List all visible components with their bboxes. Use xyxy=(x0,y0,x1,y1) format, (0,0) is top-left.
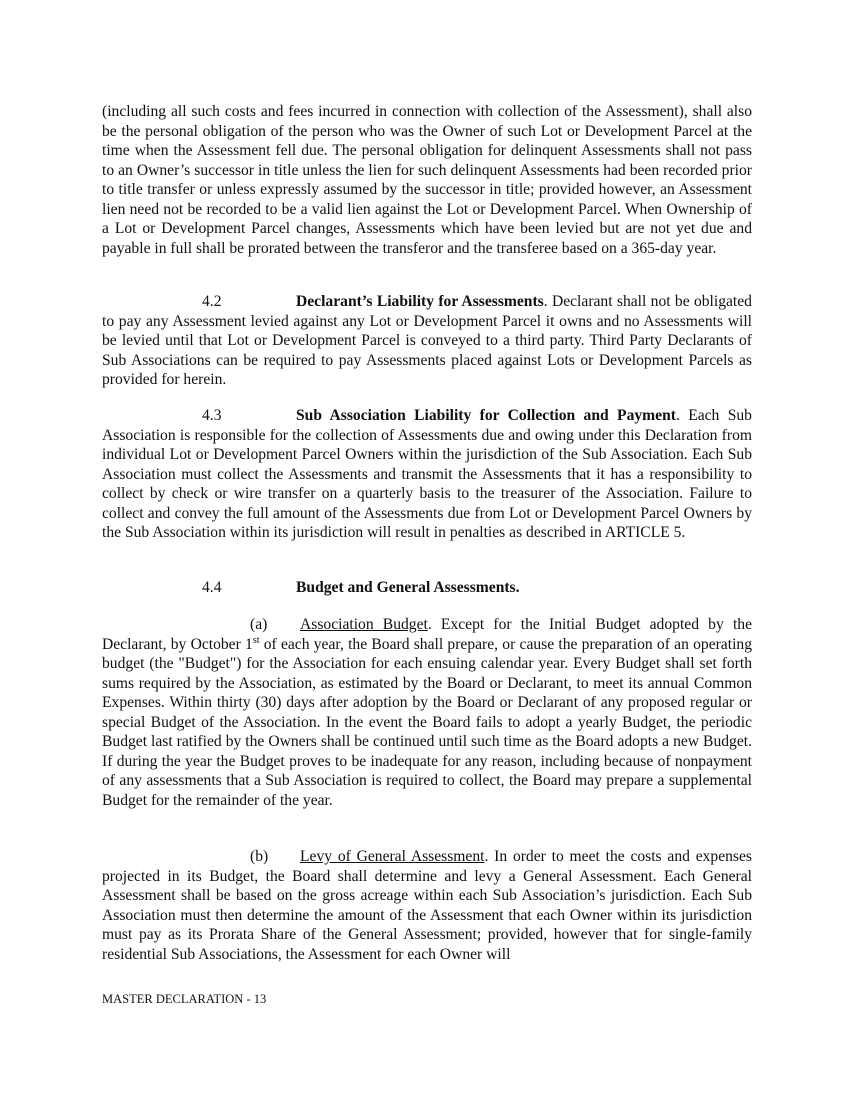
subsection-heading: Levy of General Assessment xyxy=(300,848,485,865)
section-body: . Each Sub Association is responsible for the collection of Assessments due and owing under this Declaration from individual Lot or Development Parcel Owners within the jurisdiction of the Sub Association. Each Sub Association must collect the Assessments and transmit the Assessments that it has a responsibility to collect by check or wire transfer on a quarterly basis to the treasurer of the Association. Failure to collect and convey the full amount of the Assessments due from Lot or Development Parcel Owners by the Sub Association within its jurisdiction will result in penalties as described in ARTICLE 5. xyxy=(102,407,752,541)
ordinal-superscript: st xyxy=(252,634,260,646)
section-4-2 xyxy=(102,292,752,390)
paragraph-assessment-obligation: (including all such costs and fees incurred in connection with collection of the Assessment), shall also be the personal obligation of the person who was the Owner of such Lot or Development Parcel at the time when the Assessment fell due. The personal obligation for delinquent Assessments shall not pass to an Owner’s successor in title unless the lien for such delinquent Assessments had been recorded prior to title transfer or unless expressly assumed by the successor in title; provided however, an Assessment lien need not be recorded to be a valid lien against the Lot or Development Parcel. When Ownership of a Lot or Development Parcel changes, Assessments which have been levied but are not yet due and payable in full shall be prorated between the transferor and the transferee based on a 365-day year. xyxy=(102,103,752,257)
page-footer: MASTER DECLARATION - 13 xyxy=(102,992,267,1006)
subsection-heading: Association Budget xyxy=(300,616,428,633)
section-number: 4.3 xyxy=(202,407,222,424)
section-4-3 xyxy=(102,406,752,543)
subsection-a xyxy=(102,615,752,810)
section-number: 4.2 xyxy=(202,293,222,310)
section-4-4 xyxy=(102,578,752,598)
subsection-body: . Except for the Initial Budget adopted by the Declarant, by October 1 xyxy=(102,616,753,653)
subsection-body-continued: of each year, the Board shall prepare, or cause the preparation of an operating budget (the "Budget") for the Association for each ensuing calendar year. Every Budget shall set forth sums required by the Association, as estimated by the Board or Declarant, to meet its annual Common Expenses. Within thirty (30) days after adoption by the Board or Declarant of any proposed regular or special Budget of the Association. In the event the Board fails to adopt a yearly Budget, the periodic Budget last ratified by the Owners shall be continued until such time as the Board adopts a new Budget. If during the year the Budget proves to be inadequate for any reason, including because of nonpayment of any assessments that a Sub Association is required to collect, the Board may prepare a supplemental Budget for the remainder of the year. xyxy=(102,635,752,809)
section-body: . Declarant shall not be obligated to pay any Assessment levied against any Lot or Development Parcel it owns and no Assessments will be levied until that Lot or Development Parcel is conveyed to a third party. Third Party Declarants of Sub Associations can be required to pay Assessments placed against Lots or Development Parcels as provided for herein. xyxy=(102,293,752,388)
subsection-label: (a) xyxy=(250,616,268,633)
section-heading: Declarant’s Liability for Assessments xyxy=(296,293,544,310)
section-heading-period: . xyxy=(515,579,520,596)
section-heading: Sub Association Liability for Collection and Payment xyxy=(296,407,676,424)
subsection-label: (b) xyxy=(250,848,269,865)
subsection-b xyxy=(102,847,752,964)
section-number: 4.4 xyxy=(202,579,222,596)
subsection-body: . In order to meet the costs and expenses projected in its Budget, the Board shall determine and levy a General Assessment. Each General Assessment shall be based on the gross acreage within each Sub Association’s jurisdiction. Each Sub Association must then determine the amount of the Assessment that each Owner within its jurisdiction must pay as its Prorata Share of the General Assessment; provided, however that for single-family residential Sub Associations, the Assessment for each Owner will xyxy=(102,848,752,963)
section-heading: Budget and General Assessments xyxy=(296,579,516,596)
